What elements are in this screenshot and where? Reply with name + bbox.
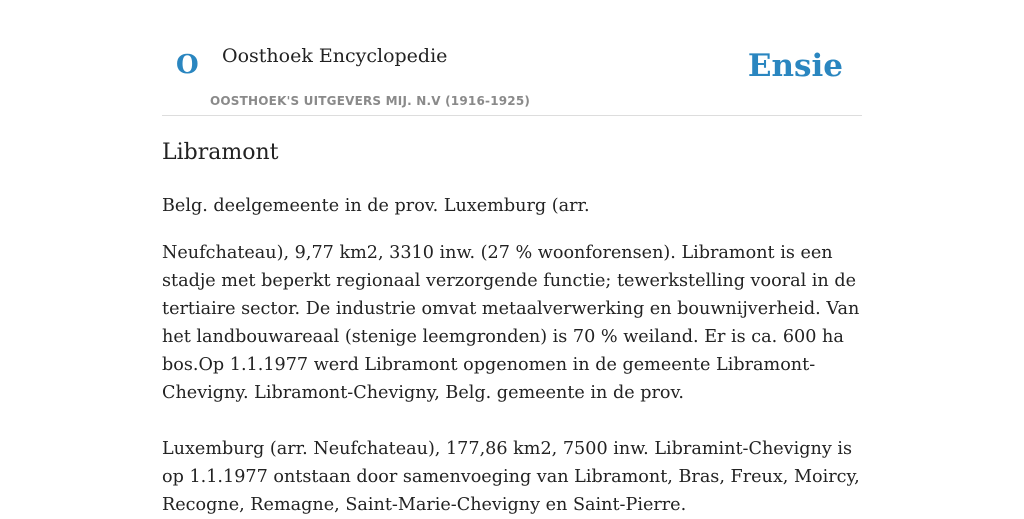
article-paragraph-2: Neufchateau), 9,77 km2, 3310 inw. (27 % woonforensen). Libramont is een stadje met beperkt regionaal verzorgende functie; tewerkstelling vooral in de tertiaire sector. De industrie omvat metaalverwerking en bouwnijverheid. Van het landbouwareaal (stenige leemgronden) is 70 % weiland. Er is ca. 600 ha bos.Op 1.1.1977 werd Libramont opgenomen in de gemeente Libramont-Chevigny. Libramont-Chevigny, Belg. gemeente in de prov. <box>162 243 860 403</box>
article-card <box>162 0 862 515</box>
logo-letter-icon[interactable]: O <box>176 50 199 80</box>
site-title[interactable]: Oosthoek Encyclopedie <box>222 45 448 67</box>
article-paragraph-1: Belg. deelgemeente in de prov. Luxemburg (arr. <box>162 196 590 216</box>
site-subtitle: OOSTHOEK'S UITGEVERS MIJ. N.V (1916-1925) <box>210 94 531 108</box>
site-header <box>162 0 862 116</box>
article-title: Libramont <box>162 140 279 165</box>
ensie-brand-link[interactable]: Ensie <box>747 48 843 84</box>
article-paragraph-3: Luxemburg (arr. Neufchateau), 177,86 km2, 7500 inw. Libramint-Chevigny is op 1.1.1977 ontstaan door samenvoeging van Libramont, Bras, Freux, Moircy, Recogne, Remagne, Saint-Marie-Chevigny en Saint-Pierre. <box>162 439 860 515</box>
